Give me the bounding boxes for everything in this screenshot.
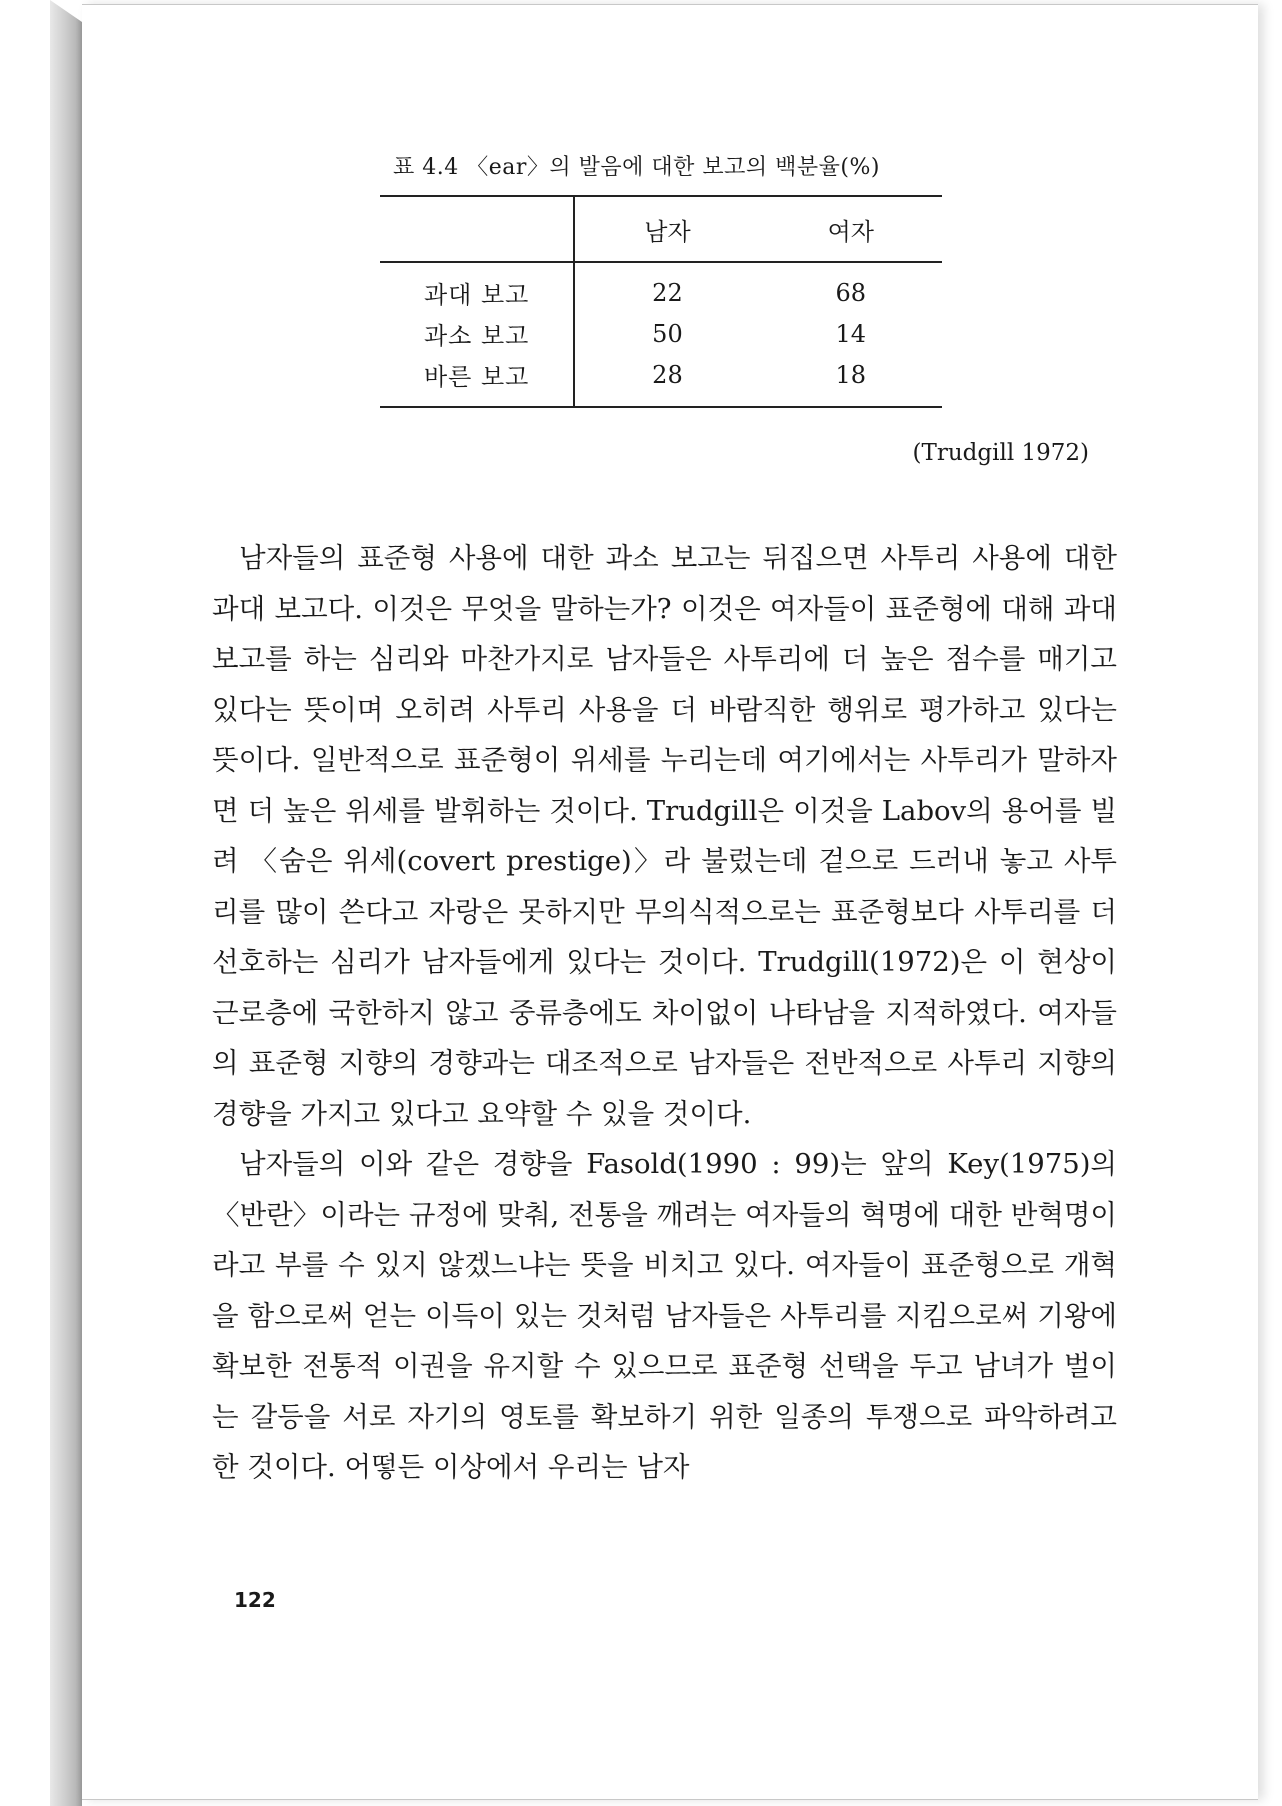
- header-female: 여자: [760, 196, 942, 262]
- row-label: 과소 보고: [380, 310, 574, 357]
- page-number: 122: [234, 1588, 276, 1612]
- book-corner: [50, 0, 82, 22]
- male-value: 50: [652, 319, 683, 348]
- body-text: [212, 533, 1117, 1493]
- female-value: 14: [835, 319, 867, 348]
- paragraph: 남자들의 표준형 사용에 대한 과소 보고는 뒤집으면 사투리 사용에 대한 과대 보고다. 이것은 무엇을 말하는가? 이것은 여자들이 표준형에 대해 과대 보고를 하는 심리와 마찬가지로 남자들은 사투리에 더 높은 점수를 매기고 있다는 뜻이며 오히려 사투리 사용을 더 바람직한 행위로 평가하고 있다는 뜻이다. 일반적으로 표준형이 위세를 누리는데 여기에서는 사투리가 말하자면 더 높은 위세를 발휘하는 것이다. Trudgill은 이것을 Labov의 용어를 빌려 〈숨은 위세(covert prestige)〉라 불렀는데 겉으로 드러내 놓고 사투리를 많이 쓴다고 자랑은 못하지만 무의식적으로는 표준형보다 사투리를 더 선호하는 심리가 남자들에게 있다는 것이다. Trudgill(1972)은 이 현상이 근로층에 국한하지 않고 중류층에도 차이없이 나타남을 지적하였다. 여자들의 표준형 지향의 경향과는 대조적으로 남자들은 전반적으로 사투리 지향의 경향을 가지고 있다고 요약할 수 있을 것이다.: [212, 542, 1117, 1130]
- table-row: [380, 310, 942, 357]
- female-value: 18: [760, 357, 942, 407]
- male-value: 22: [652, 278, 683, 307]
- female-value: 68: [835, 278, 867, 307]
- row-label: 바른 보고: [380, 357, 574, 407]
- header-blank-cell: [380, 196, 574, 262]
- table-caption: 표 4.4 〈ear〉의 발음에 대한 보고의 백분율(%): [393, 155, 880, 180]
- book-spine-edge: [50, 0, 82, 1806]
- header-male: 남자: [574, 196, 759, 262]
- table-source: (Trudgill 1972): [912, 440, 1089, 466]
- male-value: 28: [574, 357, 759, 407]
- table-row: [380, 262, 942, 310]
- table-row: [380, 357, 942, 407]
- row-label: 과대 보고: [380, 262, 574, 310]
- report-percentage-table: [380, 195, 942, 408]
- paragraph: 남자들의 이와 같은 경향을 Fasold(1990 : 99)는 앞의 Key(1975)의 〈반란〉이라는 규정에 맞춰, 전통을 깨려는 여자들의 혁명에 대한 반혁명이라고 부를 수 있지 않겠느냐는 뜻을 비치고 있다. 여자들이 표준형으로 개혁을 함으로써 얻는 이득이 있는 것처럼 남자들은 사투리를 지킴으로써 기왕에 확보한 전통적 이권을 유지할 수 있으므로 표준형 선택을 두고 남녀가 벌이는 갈등을 서로 자기의 영토를 확보하기 위한 일종의 투쟁으로 파악하려고 한 것이다. 어떻든 이상에서 우리는 남자: [212, 1148, 1117, 1483]
- table-header-row: [380, 196, 942, 262]
